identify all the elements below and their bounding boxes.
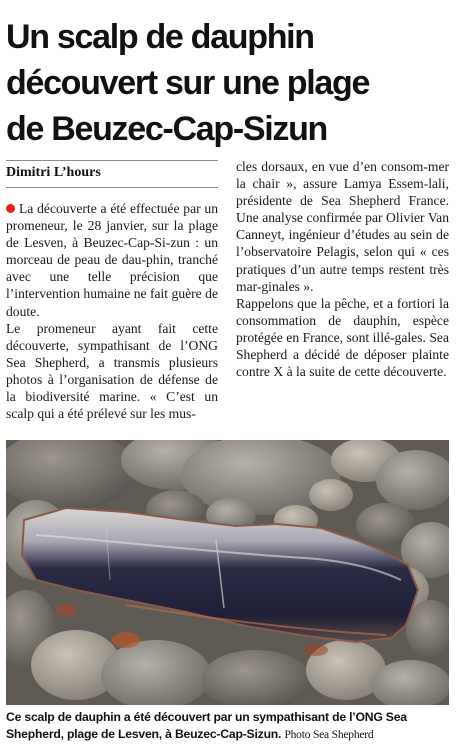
dolphin-skin-photo-illustration bbox=[6, 440, 449, 705]
photo-caption bbox=[6, 709, 454, 744]
headline-line-3: de Beuzec-Cap-Sizun bbox=[6, 110, 328, 148]
byline-rule-bottom bbox=[6, 187, 218, 188]
headline-line-2: découvert sur une plage bbox=[6, 64, 370, 102]
paragraph-intro bbox=[6, 200, 218, 320]
paragraph-second: Le promeneur ayant fait cette découverte, sympathisant de l’ONG Sea Shepherd, a transmis plusieurs photos à l’organisation de défense de la biodiversité marine. « C’est un scalp qui a été prélevé sur les mus- bbox=[6, 320, 218, 422]
byline: Dimitri L’hours bbox=[6, 165, 101, 180]
paragraph-fourth: Rappelons que la pêche, et a fortiori la consommation de dauphin, espèce protégée en France, sont illé-gales. Sea Shepherd a décidé de déposer plainte contre X à la suite de cette découverte. bbox=[236, 295, 449, 380]
article-column-left bbox=[6, 200, 218, 422]
article-column-right bbox=[236, 158, 449, 380]
photo-credit: Photo Sea Shepherd bbox=[284, 729, 374, 741]
caption-text: Ce scalp de dauphin a été découvert par un sympathisant de l’ONG Sea Shepherd, plage de Lesven, à Beuzec-Cap-Sizun. bbox=[6, 710, 407, 741]
red-bullet-icon bbox=[6, 204, 15, 213]
paragraph-third: cles dorsaux, en vue d’en consom-mer la chair », assure Lamya Essem-lali, présidente de Sea Shepherd France. Une analyse confirmée par Olivier Van Canneyt, ingénieur d’études au sein de l’observatoire Pelagis, selon qui « ces pratiques d’un autre temps restent très mar-ginales ». bbox=[236, 159, 449, 294]
headline bbox=[6, 14, 456, 152]
paragraph-intro-text: La découverte a été effectuée par un promeneur, le 28 janvier, sur la plage de Lesven, à Beuzec-Cap-Si-zun : un morceau de peau de dau-phin, tranché avec une telle précision que l’intervention humaine ne fait guère de doute. bbox=[6, 201, 218, 319]
headline-line-1: Un scalp de dauphin bbox=[6, 18, 314, 56]
article-photo bbox=[6, 440, 449, 705]
byline-rule-top bbox=[6, 160, 218, 161]
